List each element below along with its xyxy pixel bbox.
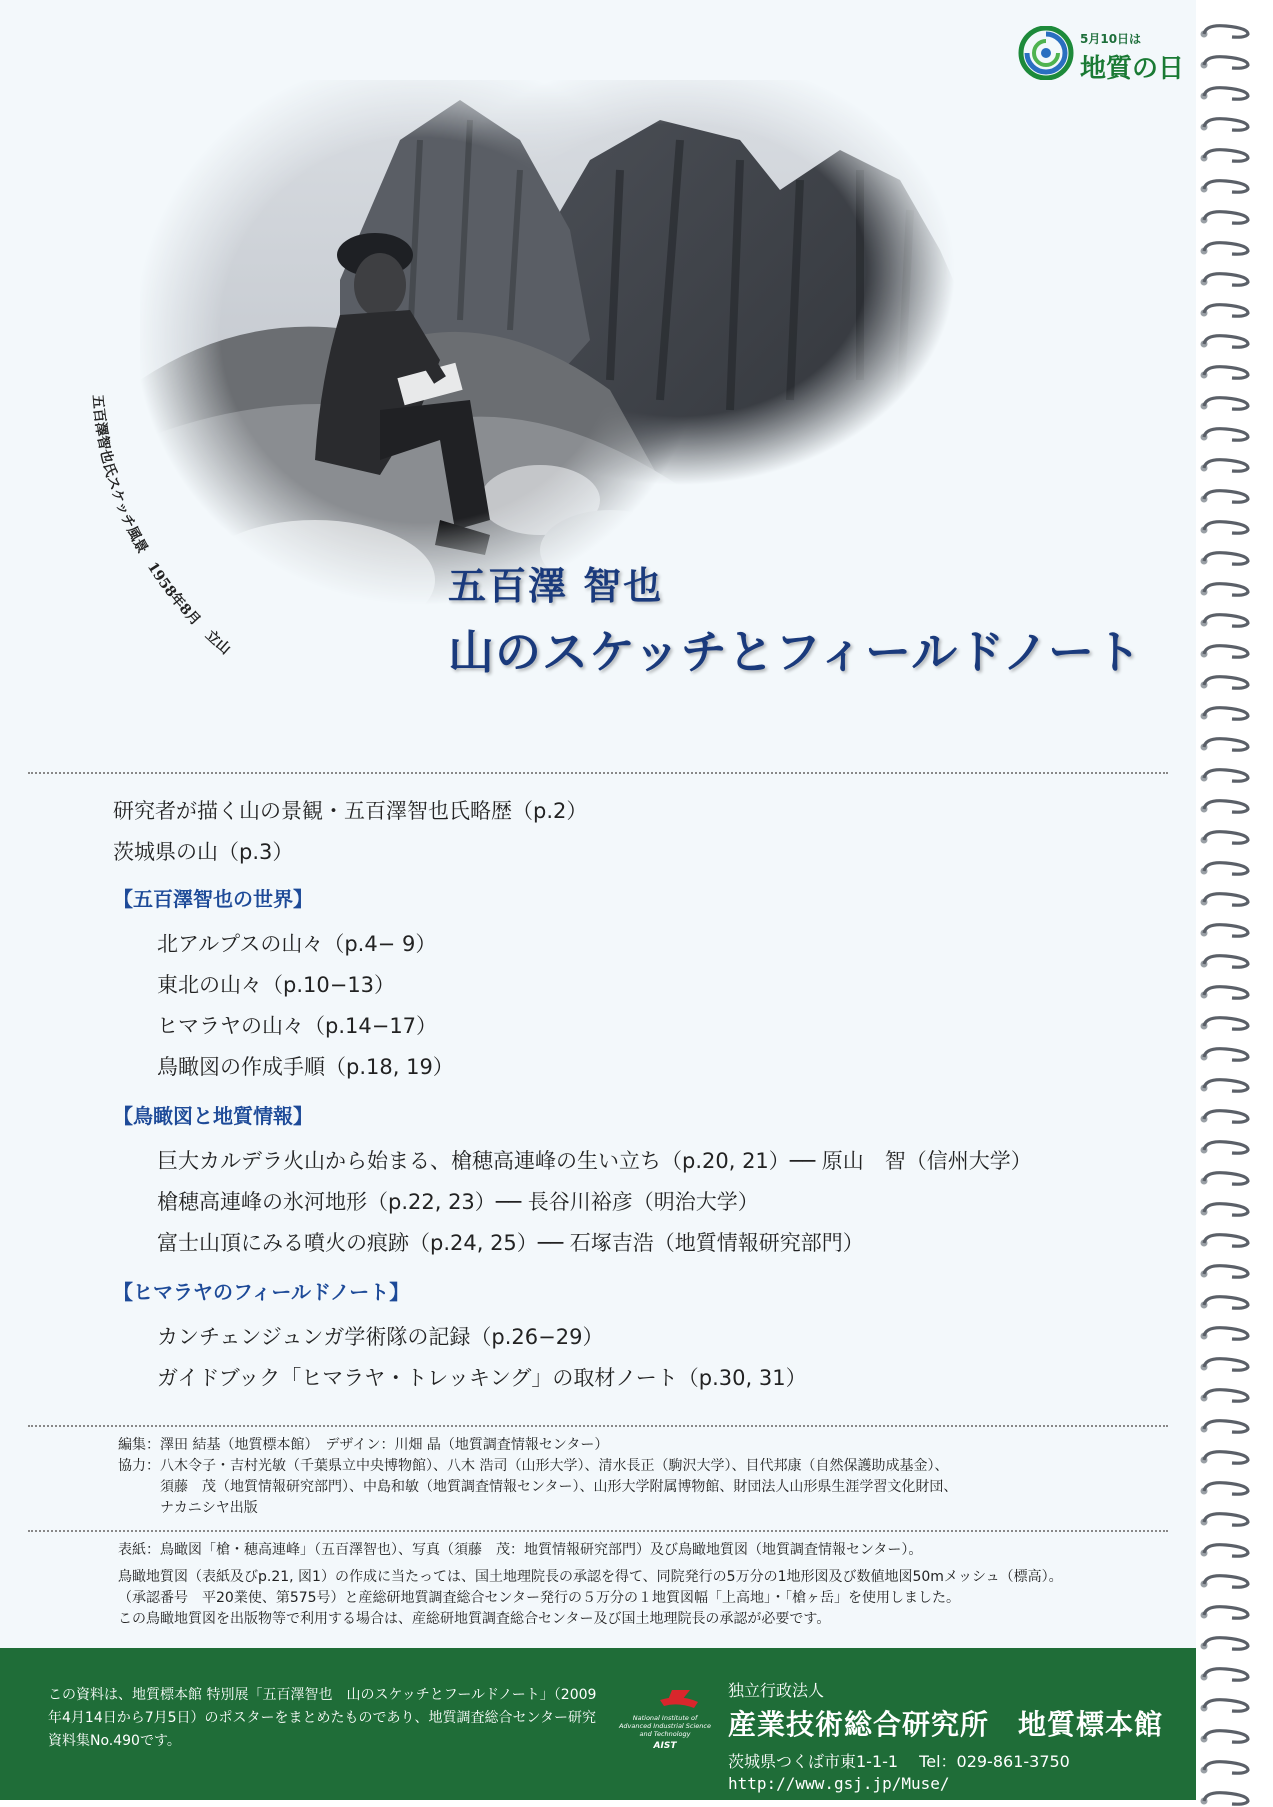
binding-ring	[1196, 1045, 1256, 1063]
contents-item: カンチェンジュンガ学術隊の記録（p.26−29）	[157, 1325, 604, 1349]
logo-date-text: 5月10日は	[1080, 32, 1142, 46]
binding-ring	[1196, 642, 1256, 660]
contents-intro-2: 茨城県の山（p.3）	[113, 840, 294, 864]
poster-title	[448, 555, 1142, 682]
credits-line: 須藤 茂（地質情報研究部門）、中島和敏（地質調査情報センター）、山形大学附属博物館、財団法人山形県生涯学習文化財団、	[118, 1479, 958, 1495]
binding-ring	[1196, 1355, 1256, 1373]
binding-ring	[1196, 22, 1256, 40]
contents-item: 北アルプスの山々（p.4− 9）	[157, 932, 437, 956]
binding-ring	[1196, 952, 1256, 970]
binding-ring	[1196, 1417, 1256, 1435]
notes-line: 鳥瞰地質図（表紙及びp.21, 図1）の作成に当たっては、国土地理院長の承認を得て、同院発行の5万分の1地形図及び数値地図50mメッシュ（標高）。	[118, 1569, 1063, 1585]
binding-ring	[1196, 239, 1256, 257]
aist-logo	[610, 1686, 720, 1756]
contents-item: 東北の山々（p.10−13）	[157, 973, 396, 997]
logo-title-text: 地質の日	[1080, 54, 1185, 84]
org-type: 独立行政法人	[728, 1681, 825, 1700]
binding-ring	[1196, 1572, 1256, 1590]
binding-ring	[1196, 425, 1256, 443]
section-heading-birdseye: 【鳥瞰図と地質情報】	[113, 1104, 313, 1128]
contents-item: ヒマラヤの山々（p.14−17）	[157, 1014, 438, 1038]
binding-ring	[1196, 859, 1256, 877]
binding-ring	[1196, 1665, 1256, 1683]
divider-middle	[28, 1425, 1168, 1427]
binding-ring	[1196, 983, 1256, 1001]
credits-block	[118, 1435, 957, 1519]
section-heading-world: 【五百澤智也の世界】	[113, 887, 313, 911]
binding-ring	[1196, 1231, 1256, 1249]
binding-ring	[1196, 580, 1256, 598]
geology-day-logo	[1018, 22, 1193, 84]
contents-item: ガイドブック「ヒマラヤ・トレッキング」の取材ノート（p.30, 31）	[157, 1366, 807, 1390]
photo-caption-text: 五百澤智也氏スケッチ風景 1958年8月 立山	[88, 395, 234, 658]
binding-ring	[1196, 332, 1256, 350]
binding-ring	[1196, 1727, 1256, 1745]
binding-ring	[1196, 1386, 1256, 1404]
aist-line-4: AIST	[653, 1741, 677, 1751]
binding-ring	[1196, 704, 1256, 722]
contents-item: 槍穂高連峰の氷河地形（p.22, 23）── 長谷川裕彦（明治大学）	[157, 1190, 759, 1214]
photo-caption	[85, 395, 265, 695]
binding-ring	[1196, 301, 1256, 319]
contents-intro-1: 研究者が描く山の景観・五百澤智也氏略歴（p.2）	[113, 799, 588, 823]
binding-ring	[1196, 1603, 1256, 1621]
org-address: 茨城県つくば市東1-1-1 Tel：029-861-3750	[728, 1752, 1070, 1771]
swirl-logo-icon	[1018, 26, 1074, 80]
binding-ring	[1196, 1324, 1256, 1342]
contents-item: 巨大カルデラ火山から始まる、槍穂高連峰の生い立ち（p.20, 21）── 原山 智（信州大学）	[157, 1149, 1032, 1173]
binding-ring	[1196, 766, 1256, 784]
binding-ring	[1196, 363, 1256, 381]
spiral-binding	[1196, 0, 1273, 1800]
binding-ring	[1196, 1014, 1256, 1032]
notes-line: （承認番号 平20業使、第575号）と産総研地質調査総合センター発行の５万分の１地質図幅「上高地」・「槍ヶ岳」を使用しました。	[118, 1590, 960, 1606]
binding-ring	[1196, 84, 1256, 102]
title-name: 五百澤 智也	[448, 563, 664, 608]
binding-ring	[1196, 1262, 1256, 1280]
binding-ring	[1196, 797, 1256, 815]
aist-logo-icon	[610, 1686, 720, 1756]
binding-ring	[1196, 1479, 1256, 1497]
binding-ring	[1196, 394, 1256, 412]
binding-ring	[1196, 1448, 1256, 1466]
credits-line: ナカニシヤ出版	[118, 1500, 258, 1516]
binding-ring	[1196, 208, 1256, 226]
binding-ring	[1196, 549, 1256, 567]
contents-item: 富士山頂にみる噴火の痕跡（p.24, 25）── 石塚吉浩（地質情報研究部門）	[157, 1231, 864, 1255]
credits-line: 協力：八木令子・吉村光敏（千葉県立中央博物館）、八木 浩司（山形大学）、清水長正（駒沢大学）、目代邦康（自然保護助成基金）、	[118, 1458, 949, 1474]
binding-ring	[1196, 146, 1256, 164]
binding-ring	[1196, 1541, 1256, 1559]
binding-ring	[1196, 456, 1256, 474]
binding-ring	[1196, 1107, 1256, 1125]
sketching-photo	[140, 80, 980, 620]
binding-ring	[1196, 828, 1256, 846]
aist-line-3: and Technology	[639, 1730, 691, 1738]
binding-ring	[1196, 890, 1256, 908]
binding-ring	[1196, 1789, 1256, 1807]
organization-block	[728, 1678, 1163, 1793]
binding-ring	[1196, 518, 1256, 536]
binding-ring	[1196, 1200, 1256, 1218]
aist-line-1: National Institute of	[632, 1714, 698, 1722]
binding-ring	[1196, 1076, 1256, 1094]
notes-line: この鳥瞰地質図を出版物等で利用する場合は、産総研地質調査総合センター及び国土地理院長の承認が必要です。	[118, 1611, 831, 1627]
binding-ring	[1196, 673, 1256, 691]
binding-ring	[1196, 115, 1256, 133]
binding-ring	[1196, 921, 1256, 939]
binding-ring	[1196, 487, 1256, 505]
org-name: 産業技術総合研究所 地質標本館	[728, 1708, 1164, 1741]
binding-ring	[1196, 1510, 1256, 1528]
contents-item: 鳥瞰図の作成手順（p.18, 19）	[157, 1055, 454, 1079]
binding-ring	[1196, 1293, 1256, 1311]
binding-ring	[1196, 735, 1256, 753]
svg-text:五百澤智也氏スケッチ風景 1958年8月 立山	[89, 395, 233, 658]
footer	[0, 1648, 1232, 1800]
section-heading-himalaya: 【ヒマラヤのフィールドノート】	[113, 1280, 410, 1304]
notes-line: 表紙：鳥瞰図「槍・穂高連峰」（五百澤智也）、写真（須藤 茂：地質情報研究部門）及び鳥瞰地質図（地質調査情報センター）。	[118, 1542, 923, 1558]
binding-ring	[1196, 1696, 1256, 1714]
notes-block	[118, 1540, 1063, 1630]
binding-ring	[1196, 611, 1256, 629]
binding-ring	[1196, 1634, 1256, 1652]
binding-ring	[1196, 53, 1256, 71]
binding-ring	[1196, 1169, 1256, 1187]
binding-ring	[1196, 270, 1256, 288]
footer-description: この資料は、地質標本館 特別展「五百澤智也 山のスケッチとフールドノート」（2009年4月14日から7月5日）のポスターをまとめたものであり、地質調査総合センター研究資料集No.490です。	[48, 1687, 597, 1749]
credits-line: 編集：澤田 結基（地質標本館） デザイン：川畑 晶（地質調査情報センター）	[118, 1437, 609, 1453]
org-url: http://www.gsj.jp/Muse/	[728, 1774, 950, 1793]
divider-top	[28, 772, 1168, 774]
binding-ring	[1196, 177, 1256, 195]
aist-line-2: Advanced Industrial Science	[618, 1722, 712, 1730]
title-subtitle: 山のスケッチとフィールドノート	[448, 625, 1142, 679]
divider-bottom	[28, 1530, 1168, 1532]
binding-ring	[1196, 1138, 1256, 1156]
binding-ring	[1196, 1758, 1256, 1776]
